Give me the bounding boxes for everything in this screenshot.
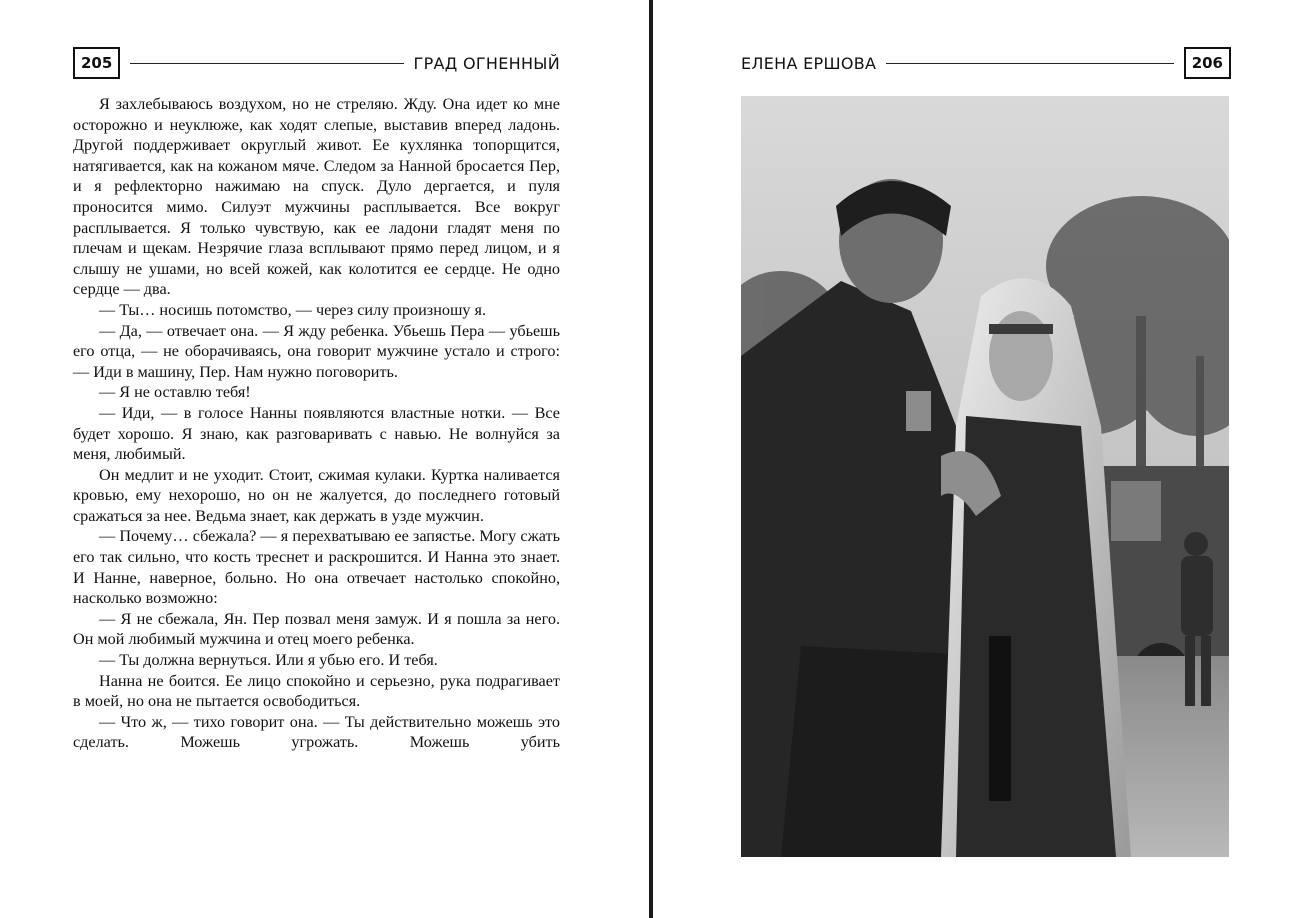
shoulder-patch	[906, 391, 931, 431]
running-title-book: ГРАД ОГНЕННЫЙ	[413, 53, 560, 73]
right-page	[653, 0, 1302, 918]
paragraph: — Ты… носишь потомство, — через силу произношу я.	[99, 300, 487, 319]
pistol	[989, 636, 1011, 801]
paragraph: — Иди, — в голосе Нанны появляются властные нотки. — Все будет хорошо. Я знаю, как разговаривать с навью. Не волнуйся за меня, любимый.	[73, 403, 560, 464]
page-body-text	[73, 94, 560, 753]
header-rule-right	[886, 63, 1173, 64]
paragraph: — Ты должна вернуться. Или я убью его. И тебя.	[99, 651, 438, 670]
paragraph: — Да, — отвечает она. — Я жду ребенка. Убьешь Пера — убьешь его отца, — не оборачиваясь, она говорит мужчине устало и строго: — Иди в машину, Пер. Нам нужно поговорить.	[73, 321, 560, 381]
paragraph: — Я не сбежала, Ян. Пер позвал меня замуж. И я пошла за него. Он мой любимый мужчина и отец моего ребенка.	[73, 609, 560, 649]
paragraph: — Почему… сбежала? — я перехватываю ее запястье. Могу сжать его так сильно, что кость треснет и раскрошится. И Нанна это знает. И Нанне, наверное, больно. Но она отвечает настолько спокойно, насколько возможно:	[73, 527, 560, 608]
paragraph: Я захлебываюсь воздухом, но не стреляю. Жду. Она идет ко мне осторожно и неуклюже, как ходят слепые, выставив вперед ладонь. Другой поддерживает округлый живот. Ее кухлянка топорщится, натягивается, как на кожаном мяче. Следом за Нанной бросается Пер, и я рефлекторно нажимаю на спуск. Дуло дергается, и пуля проносится мимо. Силуэт мужчины расплывается. Все вокруг расплывается. Я только чувствую, как ее ладони гладят меня по плечам и щекам. Незрячие глаза всплывают прямо перед лицом, и я слышу не ушами, но всей кожей, как колотится ее сердце. Не одно сердце — два.	[73, 95, 560, 299]
page-number-left: 205	[73, 47, 120, 79]
paragraph: Нанна не боится. Ее лицо спокойно и серьезно, рука подрагивает в моей, но она не пытается освободиться.	[73, 671, 560, 711]
running-title-author: ЕЛЕНА ЕРШОВА	[741, 53, 877, 73]
right-page-header	[741, 47, 1231, 79]
paragraph: — Что ж, — тихо говорит она. — Ты действительно можешь это сделать. Можешь угрожать. Можешь убить	[73, 712, 560, 752]
paragraph: Он медлит и не уходит. Стоит, сжимая кулаки. Куртка наливается кровью, ему нехорошо, но он не жалуется, до последнего готовый сражаться за нее. Ведьма знает, как держать в узде мужчин.	[73, 465, 560, 525]
left-page	[0, 0, 649, 918]
illustration-drawing	[741, 96, 1229, 857]
paragraph: — Я не оставлю тебя!	[99, 383, 251, 402]
header-rule-left	[130, 63, 403, 64]
page-number-right: 206	[1184, 47, 1231, 79]
left-page-header	[73, 47, 560, 79]
book-illustration-image	[741, 96, 1229, 857]
